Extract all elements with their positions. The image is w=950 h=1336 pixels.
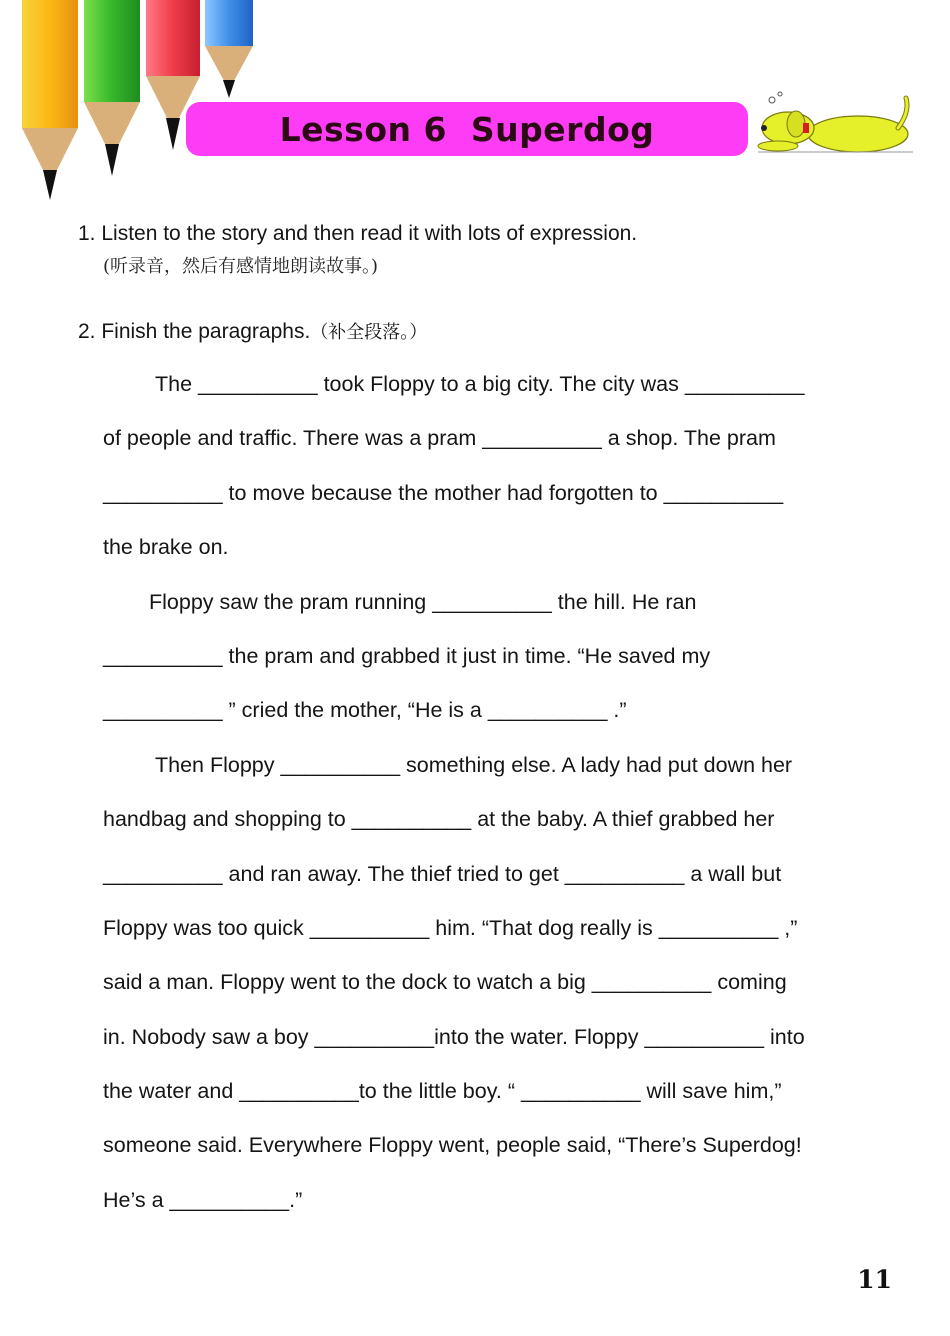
passage-line: of people and traffic. There was a pram __________ a shop. The pram	[103, 426, 776, 451]
pencil-icon	[84, 0, 140, 176]
passage-line: He’s a __________.”	[103, 1187, 303, 1212]
passage-line: the water and __________to the little boy. “ __________ will save him,”	[103, 1079, 782, 1104]
title-banner	[186, 102, 748, 156]
passage-line: The __________ took Floppy to a big city. The city was __________	[155, 372, 805, 396]
passage-line: Then Floppy __________ something else. A lady had put down her	[155, 752, 793, 777]
fill-in-passage	[103, 366, 893, 1236]
page-title: Lesson 6 Superdog	[279, 109, 655, 149]
dog-icon	[748, 90, 918, 160]
question-1-translation: (听录音，然后有感情地朗读故事。)	[103, 256, 379, 277]
passage-line: __________ to move because the mother had forgotten to __________	[103, 480, 784, 505]
passage-line: said a man. Floppy went to the dock to watch a big __________ coming	[103, 970, 787, 995]
pencil-icon	[22, 0, 78, 200]
passage-line: someone said. Everywhere Floppy went, people said, “There’s Superdog!	[103, 1133, 802, 1158]
question-1: 1. Listen to the story and then read it with lots of expression.	[78, 222, 638, 245]
question-2-translation: （补全段落。）	[310, 322, 428, 343]
passage-line: the brake on.	[103, 535, 229, 560]
pencil-icon	[205, 0, 253, 98]
question-2	[78, 318, 427, 347]
passage-line: __________ and ran away. The thief tried to get __________ a wall but	[103, 861, 782, 886]
question-2-text: 2. Finish the paragraphs.	[78, 320, 311, 343]
passage-line: handbag and shopping to __________ at the baby. A thief grabbed her	[103, 807, 775, 832]
passage-line: Floppy saw the pram running __________ the hill. He ran	[149, 589, 697, 614]
passage-line: __________ the pram and grabbed it just in time. “He saved my	[103, 643, 711, 668]
passage-line: Floppy was too quick __________ him. “That dog really is __________ ,”	[103, 915, 798, 940]
passage-line: in. Nobody saw a boy __________into the water. Floppy __________ into	[103, 1024, 805, 1049]
passage-line: __________ ” cried the mother, “He is a __________ .”	[103, 698, 627, 723]
page-number: 11	[857, 1265, 892, 1294]
